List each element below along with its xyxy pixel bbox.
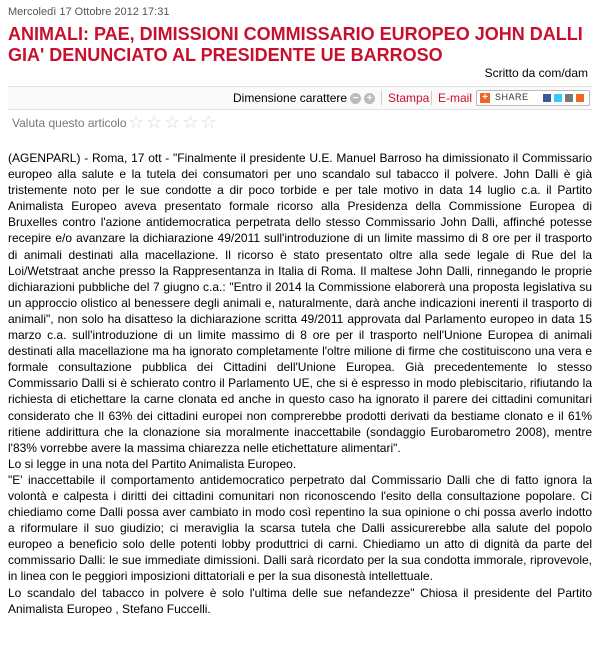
toolbar-divider (381, 91, 382, 105)
email-share-icon (565, 94, 573, 102)
share-button[interactable] (476, 90, 590, 106)
article-body (8, 150, 592, 617)
share-plus-icon: + (480, 93, 490, 103)
article-toolbar (8, 86, 592, 110)
article-paragraph: "E' inaccettabile il comportamento antidemocratico perpetrato dal Commissario Dalli che di fatto ignora la volontà e calpesta i diritti dei cittadini comunitari non riconoscendo l'esito della consultazione popolare. Ci chiediamo come Dalli possa aver cambiato in modo così repentino la sua opinione o chi possa averlo indotto a riformulare il suo giudizio; ci meraviglia la scarsa tutela che Dalli assicurerebbe alla salute del popolo europeo a beneficio solo delle potenti lobby produttrici di carni. Chiediamo un atto di dignità da parte del commissario Dalli: le sue immediate dimissioni. Dalli sarà ricordato per la sua condotta immorale, riprovevole, in linea con le peggiori imposizioni dittatoriali e per la sua disonestà intellettuale. (8, 472, 592, 584)
rating-star-icon[interactable]: ☆ (200, 112, 217, 132)
article-paragraph: (AGENPARL) - Roma, 17 ott - "Finalmente il presidente U.E. Manuel Barroso ha dimissionato il Commissario europeo alla salute e la tutela dei consumatori per uno scandalo sul tabacco il polvere. John Dalli è già tristemente noto per le sue condotte a dir poco torbide e per tale motivo in data 14 luglio c.a. il Partito Animalista Europeo aveva presentato formale ricorso alla Presidenza della Commissione Europea di Bruxelles contro l'azione antidemocratica perpetrata dello stesso Commissario John Dalli, affinché potesse recepire e/o avanzare la dichiarazione 49/2011 sull'introduzione di un limite massimo di 8 ore per il trasporto di animali destinati alla macellazione. Il ricorso è stato presentato oltre alla sede legale di Rue del la Loi/Wetstraat anche presso la Rappresentanza in Italia di Roma. Il maltese John Dalli, rinnegando le proprie dichiarazioni pubbliche del 7 giugno c.a.: "Entro il 2014 la Commissione elaborerà una proposta legislativa su un approccio olistico al benessere degli animali e, naturalmente, darà anche indicazioni inerenti il trasporto di animali", non solo ha disatteso la dichiarazione scritta 49/2011 approvata dal Parlamento europeo in data 15 marzo c.a. sull'introduzione di un limite massimo di 8 ore per il trasporto nell'Unione Europea di animali destinati alla macellazione ma ha ignorato completamente l'oltre milione di firme che costituiscono una vera e formale consultazione pubblica dei Cittadini dell'Unione Europea. Già precedentemente lo stesso Commissario Dalli si è schierato contro il Parlamento UE, che si è espresso in modo plebiscitario, rifiutando la richiesta di etichettare la carne clonata ed anche in questo caso ha ignorato il parere dei cittadini comunitari considerato che Il 63% dei cittadini europei non comprerebbe prodotti derivati da bestiame clonato e il 61% ritiene addirittura che la clonazione sia moralmente inaccettabile (sondaggio Eurobarometro 2008), mentre l'83% vorrebbe avere la massima chiarezza nelle etichettature alimentari". (8, 151, 592, 455)
article-paragraph: Lo scandalo del tabacco in polvere è solo l'ultima delle sue nefandezze" Chiosa il presidente del Partito Animalista Europeo , Stefano Fuccelli. (8, 585, 592, 616)
article-title: ANIMALI: PAE, DIMISSIONI COMMISSARIO EUROPEO JOHN DALLI GIA' DENUNCIATO AL PRESIDENTE UE BARROSO (8, 24, 583, 65)
article-paragraph: Lo si legge in una nota del Partito Animalista Europeo. (8, 456, 297, 471)
email-link[interactable]: E-mail (438, 91, 473, 105)
rating-star-icon[interactable]: ☆ (164, 112, 181, 132)
print-link[interactable]: Stampa (388, 91, 430, 105)
twitter-icon (554, 94, 562, 102)
facebook-icon (543, 94, 551, 102)
more-share-icon (576, 94, 584, 102)
rating-label: Valuta questo articolo (12, 116, 127, 130)
rating-star-icon[interactable]: ☆ (146, 112, 163, 132)
font-decrease-icon[interactable]: − (350, 93, 361, 104)
rating-star-icon[interactable]: ☆ (128, 112, 145, 132)
font-size-label: Dimensione carattere (233, 91, 348, 105)
rating-star-icon[interactable]: ☆ (182, 112, 199, 132)
article-byline: Scritto da com/dam (484, 66, 588, 80)
rating-stars[interactable] (128, 112, 219, 133)
share-label: SHARE (495, 92, 529, 102)
font-increase-icon[interactable]: + (364, 93, 375, 104)
article-date: Mercoledì 17 Ottobre 2012 17:31 (8, 6, 170, 18)
toolbar-divider (431, 91, 432, 105)
